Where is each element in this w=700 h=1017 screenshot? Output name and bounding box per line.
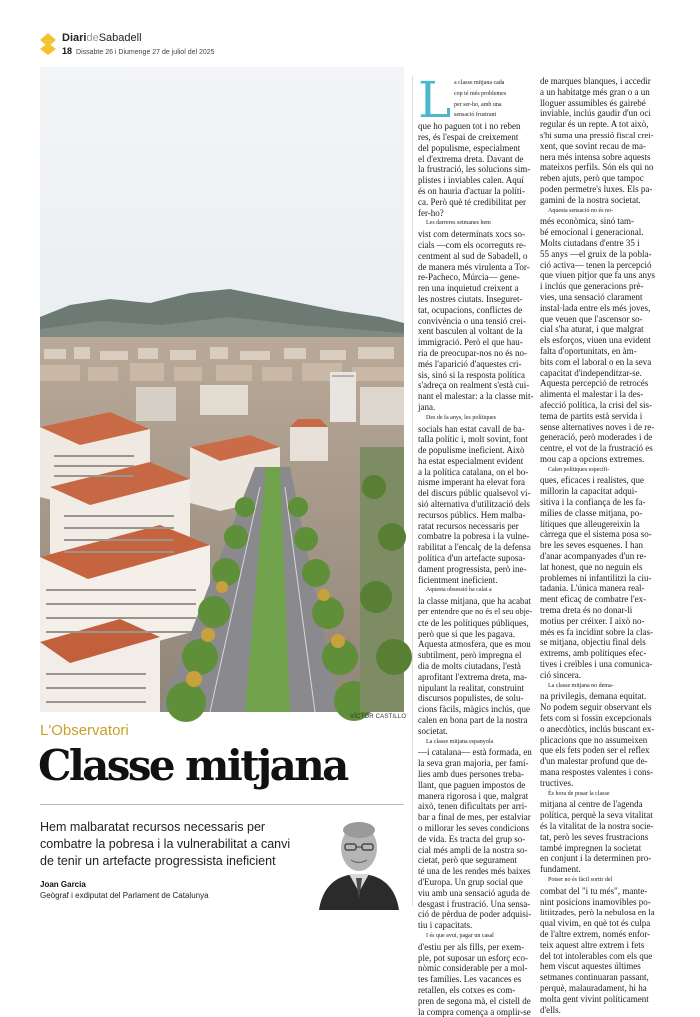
body-line: o millorar les seves condicions — [418, 822, 529, 833]
column-divider — [412, 76, 413, 906]
body-line: bar a final de mes, per estalviar — [418, 812, 531, 823]
body-line: tives i creïbles i una comunica- — [540, 659, 653, 670]
body-line: d'ells. — [540, 1004, 561, 1015]
body-line: capacitat d'independitzar-se. — [540, 367, 642, 378]
body-line: manera rigorosa i que, malgrat — [418, 790, 529, 801]
body-line: lítiques que alleugereixin la — [540, 518, 640, 529]
body-line: de marques blanques, i accedir — [540, 76, 651, 86]
body-line: rabilitat a l'encalç de la defensa — [418, 542, 531, 553]
body-line: qual vivim, en què tot és culpa — [540, 918, 651, 929]
body-line: cial més ampli de la nostra so- — [418, 844, 528, 855]
body-line: que els fets poden ser el reflex — [540, 745, 650, 756]
body-line: sense alternatives noves i de re- — [540, 421, 655, 432]
body-line: sis, sinó si la resposta política — [418, 369, 525, 380]
body-line: millorin la capacitat adqui- — [540, 486, 638, 497]
body-line: tiu i capacitats. — [418, 920, 473, 931]
body-line: d'Europa. Un grup social que — [418, 876, 523, 887]
body-line: o anecdòtics, inclús buscant ex- — [540, 723, 655, 734]
body-line: mou cap a opcions extremes. — [540, 453, 645, 464]
body-line: és la vitalitat de la nostra socie- — [540, 820, 654, 831]
body-line: La classe mitjana no dema- — [548, 682, 614, 689]
body-line: alimenta el malestar i la des- — [540, 389, 644, 400]
author-role: Geògraf i exdiputat del Parlament de Catalunya — [40, 891, 209, 900]
body-line: combatre la pobresa i la vulne- — [418, 531, 530, 542]
body-line: més econòmica, sinó tam- — [540, 216, 634, 227]
body-line: afecció política, la crisi del sis- — [540, 399, 652, 410]
body-line: plistes i inviables calen. Aquí — [418, 175, 524, 186]
author-name: Joan Garcia — [40, 880, 86, 889]
body-line: centre, el vot de la frustració es — [540, 443, 653, 454]
body-line: hem viscut aquestes últimes — [540, 961, 641, 972]
body-line: res, és l'espai de creixement — [418, 131, 519, 142]
body-line: lloguer assumibles és gairebé — [540, 97, 646, 108]
body-line: talla polític i, molt sovint, font — [418, 434, 528, 445]
body-line: fundament. — [540, 864, 581, 875]
body-line: ren una inquietud creixent a — [418, 283, 519, 294]
body-line: Des de fa anys, les polítiques — [426, 414, 496, 421]
body-line: Aquesta atmosfera, que es mou — [418, 639, 531, 650]
body-line: pren de segona mà, el cistell de — [418, 995, 531, 1006]
body-line: tructives. — [540, 777, 574, 788]
body-line: cial s'ha aturat, i que malgrat — [540, 324, 644, 335]
body-line: Aquesta sensació no és no- — [548, 207, 613, 214]
body-line: societat. — [418, 725, 448, 736]
body-line: mitjana al centre de l'agenda — [540, 799, 643, 810]
body-line: Potser no és fàcil sortir del — [548, 876, 613, 883]
body-line: ha estat especialment evident — [418, 455, 524, 466]
body-line: subtilment, però impregna el — [418, 650, 522, 661]
body-line: de manera més virulenta a Tor- — [418, 261, 530, 272]
body-line: nipulant la realitat, construint — [418, 682, 524, 693]
body-line: problemes ni infantilitzi la ciu- — [540, 572, 652, 583]
page-number: 18 — [62, 46, 73, 56]
body-line: això, tenen dificultats per arri- — [418, 801, 528, 812]
body-line: És hora de posar la classe — [548, 790, 610, 797]
body-line: aprofitant l'extrema dreta, ma- — [418, 671, 528, 682]
body-line: inviable, inclús gaudir d'un oci — [540, 108, 651, 119]
body-line: vies, una sensació clarament — [540, 291, 643, 302]
body-line: immigració. Però el que hau- — [418, 337, 523, 348]
body-line: ria de preocupar-nos no és no- — [418, 347, 528, 358]
body-line: La classe mitjana espanyola — [426, 738, 494, 745]
body-line: el d'extrema dreta. Davant de — [418, 153, 524, 164]
body-line: gamini de la nostra societat. — [540, 194, 641, 205]
body-line: més l'aparició d'aquestes cri- — [418, 358, 522, 369]
body-line: que viuen pitjor que fa uns anys — [540, 270, 655, 281]
body-line: extrems, amb polítiques efec- — [540, 648, 647, 659]
body-line: ció activa— tenen la percepció — [540, 259, 652, 270]
body-line: viu amb una sensació aguda de — [418, 887, 530, 898]
body-line: mana respostes valentes i cons- — [540, 767, 653, 777]
body-line: se mitjana, objectiu final dels — [540, 637, 646, 648]
body-line: també impregnen la societat — [540, 842, 642, 853]
body-line: del discurs públic qualsevol vi- — [418, 488, 531, 499]
body-line: i inclús que generacions prè- — [540, 281, 644, 292]
body-line: falta d'oportunitats, en àm- — [540, 345, 637, 356]
body-line: del populisme, especialment — [418, 142, 521, 153]
body-line: bits com el laboral o en la seva — [540, 356, 652, 367]
body-line: nint posicions inamovibles po- — [540, 896, 651, 907]
deck-line: Hem malbaratat recursos necessaris per — [40, 820, 266, 834]
body-line: ple, pot suposar un esforç eco- — [418, 952, 528, 963]
body-line: —i catalana— està formada, en — [418, 747, 532, 758]
body-line: fets com si fossin excepcionals — [540, 713, 652, 724]
body-line: jana. — [418, 401, 436, 412]
body-line: setmanes continuaran passant, — [540, 972, 649, 983]
body-line: d'estiu per als fills, per exem- — [418, 941, 525, 952]
page-title: Classe mitjana — [38, 741, 347, 790]
body-line: poden permetre's luxes. Els pa- — [540, 183, 653, 194]
body-line: fer-ho? — [418, 207, 444, 218]
body-line: lat honest, que no neguin els — [540, 561, 643, 572]
issue-date: Dissabte 26 i Diumenge 27 de juliol del 2025 — [76, 49, 215, 56]
city-aerial-photo — [40, 67, 404, 712]
body-line: recursos públics. Hem malba- — [418, 509, 526, 520]
body-line: ció de pèrdua de poder adquisi- — [418, 909, 532, 920]
body-line: de vida. Es tracta del grup so- — [418, 833, 526, 844]
body-line: trema dreta és no donar-li — [540, 605, 633, 616]
body-line: cop té més problemes — [454, 90, 507, 97]
body-line: molta gent vivint políticament — [540, 993, 649, 1004]
divider — [40, 804, 404, 805]
body-line: No podem seguir observant els — [540, 702, 652, 713]
body-line: xent basculen al voltant de la — [418, 326, 523, 337]
body-line: tema de partits està servida i — [540, 410, 643, 421]
body-line: retallen, els cotxes es com- — [418, 984, 516, 995]
body-line: de l'altre extrem, només enfor- — [540, 928, 651, 939]
diari-logo-icon — [40, 33, 56, 55]
body-line: dament progressista, però ine- — [418, 563, 527, 574]
article-deck — [40, 819, 330, 870]
body-line: calen en bona part de la nostra — [418, 715, 528, 726]
body-line: 55 anys —el gruix de la pobla- — [540, 248, 652, 259]
body-line: càrrega que el sistema posa so- — [540, 529, 652, 540]
page-info — [62, 46, 215, 56]
body-line: política, perquè la seva vitalitat — [540, 810, 653, 821]
body-line: sensació frustrant — [454, 112, 497, 119]
deck-line: combatre la pobresa i la vulnerabilitat a canvi — [40, 837, 291, 851]
body-line: llant, que paguen impostos de — [418, 779, 526, 790]
body-line: cials —com els ocorreguts re- — [418, 239, 526, 250]
body-line: que veuen que l'ascensor so- — [540, 313, 643, 324]
section-label: L'Observatori — [40, 722, 129, 739]
body-line: tat, però les seves frustracions — [540, 831, 649, 842]
body-line: política d'un artefacte suposa- — [418, 553, 526, 564]
brand-name: DiarideSabadell — [62, 32, 142, 44]
body-line: Calen polítiques específi- — [548, 466, 610, 473]
body-line: la seva gran majoria, per famí- — [418, 758, 529, 769]
drop-cap: L — [418, 71, 452, 129]
body-line: generació, però moderades i de — [540, 432, 653, 443]
body-line: nera més intensa sobre aquests — [540, 151, 651, 162]
body-line: nòmic considerable per a mol- — [418, 963, 528, 974]
body-line: dia de molts ciutadans, l'està — [418, 661, 521, 672]
body-line: xent, que sovint recau de ma- — [540, 140, 646, 151]
body-line: del tot intolerables com els que — [540, 950, 653, 961]
body-line: de populisme ineficient. Això — [418, 445, 525, 456]
body-line: centment al sud de Sabadell, o — [418, 250, 528, 261]
article-body-column-2 — [540, 76, 656, 1015]
body-line: cte de les polítiques públiques, — [418, 617, 529, 628]
body-line: tadania. L'única manera real- — [540, 583, 645, 594]
body-line: lies amb dues persones treba- — [418, 769, 524, 779]
body-line: en conjunt i la determinen pro- — [540, 853, 652, 864]
body-line: els esforços, viuen una evident — [540, 335, 651, 346]
body-line: na privilegis, demana equitat. — [540, 691, 647, 702]
body-line: s'hi suma una pressió fiscal crei- — [540, 129, 654, 140]
body-line: litiitzades, però la nebulosa en la — [540, 907, 655, 918]
body-line: que ho paguen tot i no reben — [418, 121, 521, 132]
body-line: cietat, però que segurament — [418, 855, 517, 866]
body-line: socials han estat cavall de ba- — [418, 423, 525, 434]
body-line: sitiva i la confiança de les fa- — [540, 497, 646, 508]
masthead — [40, 32, 370, 60]
body-line: Molts ciutadans d'entre 35 i — [540, 237, 640, 248]
body-line: regular és un repte. A tot això, — [540, 119, 649, 130]
body-line: les nostres ciutats. Inseguret- — [418, 293, 523, 304]
body-line: combat del "i tu més", mante- — [540, 885, 648, 896]
body-line: instal·lada entre els més joves, — [540, 302, 651, 313]
body-line: I és que avui, pagar un casal — [426, 932, 494, 939]
body-line: ficientment ineficient. — [418, 574, 498, 585]
body-line: Les darreres setmanes hem — [426, 220, 491, 227]
body-line: ment eficaç de combatre l'ex- — [540, 594, 647, 605]
body-line: per entendre que no és el seu obje- — [418, 607, 533, 617]
body-line: més es fa incidint sobre la clas- — [540, 626, 653, 637]
body-line: teix aquest altre extrem i fets — [540, 939, 645, 950]
photo-credit: VÍCTOR CASTILLO — [350, 714, 407, 720]
body-line: tes famílies. Les vacances es — [418, 974, 522, 985]
body-line: ció sincera. — [540, 669, 581, 680]
body-line: tat, ocupacions, conflictes de — [418, 304, 523, 315]
body-line: sió alternativa d'utilització dels — [418, 499, 530, 510]
body-line: a la política catalana, on el bo- — [418, 466, 529, 477]
body-line: nisme imperant ha elevat fora — [418, 477, 525, 488]
body-line: la classe mitjana, que ha acabat — [418, 596, 531, 607]
body-line: ques, eficaces i realistes, que — [540, 475, 644, 486]
body-line: vist com determinats xocs so- — [418, 229, 525, 240]
body-line: d'un malestar profund que de- — [540, 756, 648, 767]
body-line: reben ajuts, però que tampoc — [540, 173, 644, 184]
body-line: desgast i frustració. Una sensa- — [418, 898, 531, 909]
body-line: Aquesta obsessió ha calat a — [426, 587, 492, 594]
body-line: a classe mitjana cada — [454, 80, 505, 86]
body-line: motius per créixer. I això no- — [540, 615, 645, 626]
body-line: s'adreça on realment s'està cui- — [418, 380, 530, 391]
body-line: la frustració, les solucions sim- — [418, 164, 531, 175]
body-line: d'anar acompanyades d'un re- — [540, 551, 647, 562]
body-line: però que sí que les pagava. — [418, 628, 515, 639]
body-line: re-Pacheco, Múrcia— gene- — [418, 272, 520, 283]
body-line: és on hauria d'actuar la políti- — [418, 185, 525, 196]
body-line: discursos populistes, de solu- — [418, 693, 524, 704]
body-line: a un habitatge més gran o a un — [540, 86, 650, 97]
body-line: nant el malestar: a la classe mit- — [418, 391, 534, 402]
body-line: mateixos perfils. Són els qui no — [540, 162, 654, 173]
body-line: ratat recursos necessaris per — [418, 520, 519, 531]
body-line: perquè, malauradament, hi ha — [540, 982, 647, 993]
deck-line: de tenir un artefacte progressista ineficient — [40, 854, 276, 868]
body-line: plicacions que no assumeixen — [540, 734, 648, 745]
author-portrait — [315, 808, 403, 910]
body-line: mílies de classe mitjana, po- — [540, 507, 643, 518]
article-body-column-1 — [418, 71, 534, 1017]
body-line: té una de les rendes més baixes — [418, 866, 531, 877]
body-line: convivència o una tensió crei- — [418, 315, 526, 326]
body-line: per ser-ho, amb una — [454, 101, 502, 108]
body-line: Aquesta percepció de retrocés — [540, 378, 649, 389]
body-line: cions fàcils, màgics inclús, que — [418, 704, 530, 715]
body-line: la compra comença a omplir-se — [418, 1006, 531, 1017]
body-line: bre les seves esquenes. I han — [540, 540, 643, 551]
body-line: bé emocional i generacional. — [540, 227, 644, 238]
body-line: ca. Però què té credibilitat per — [418, 196, 526, 207]
